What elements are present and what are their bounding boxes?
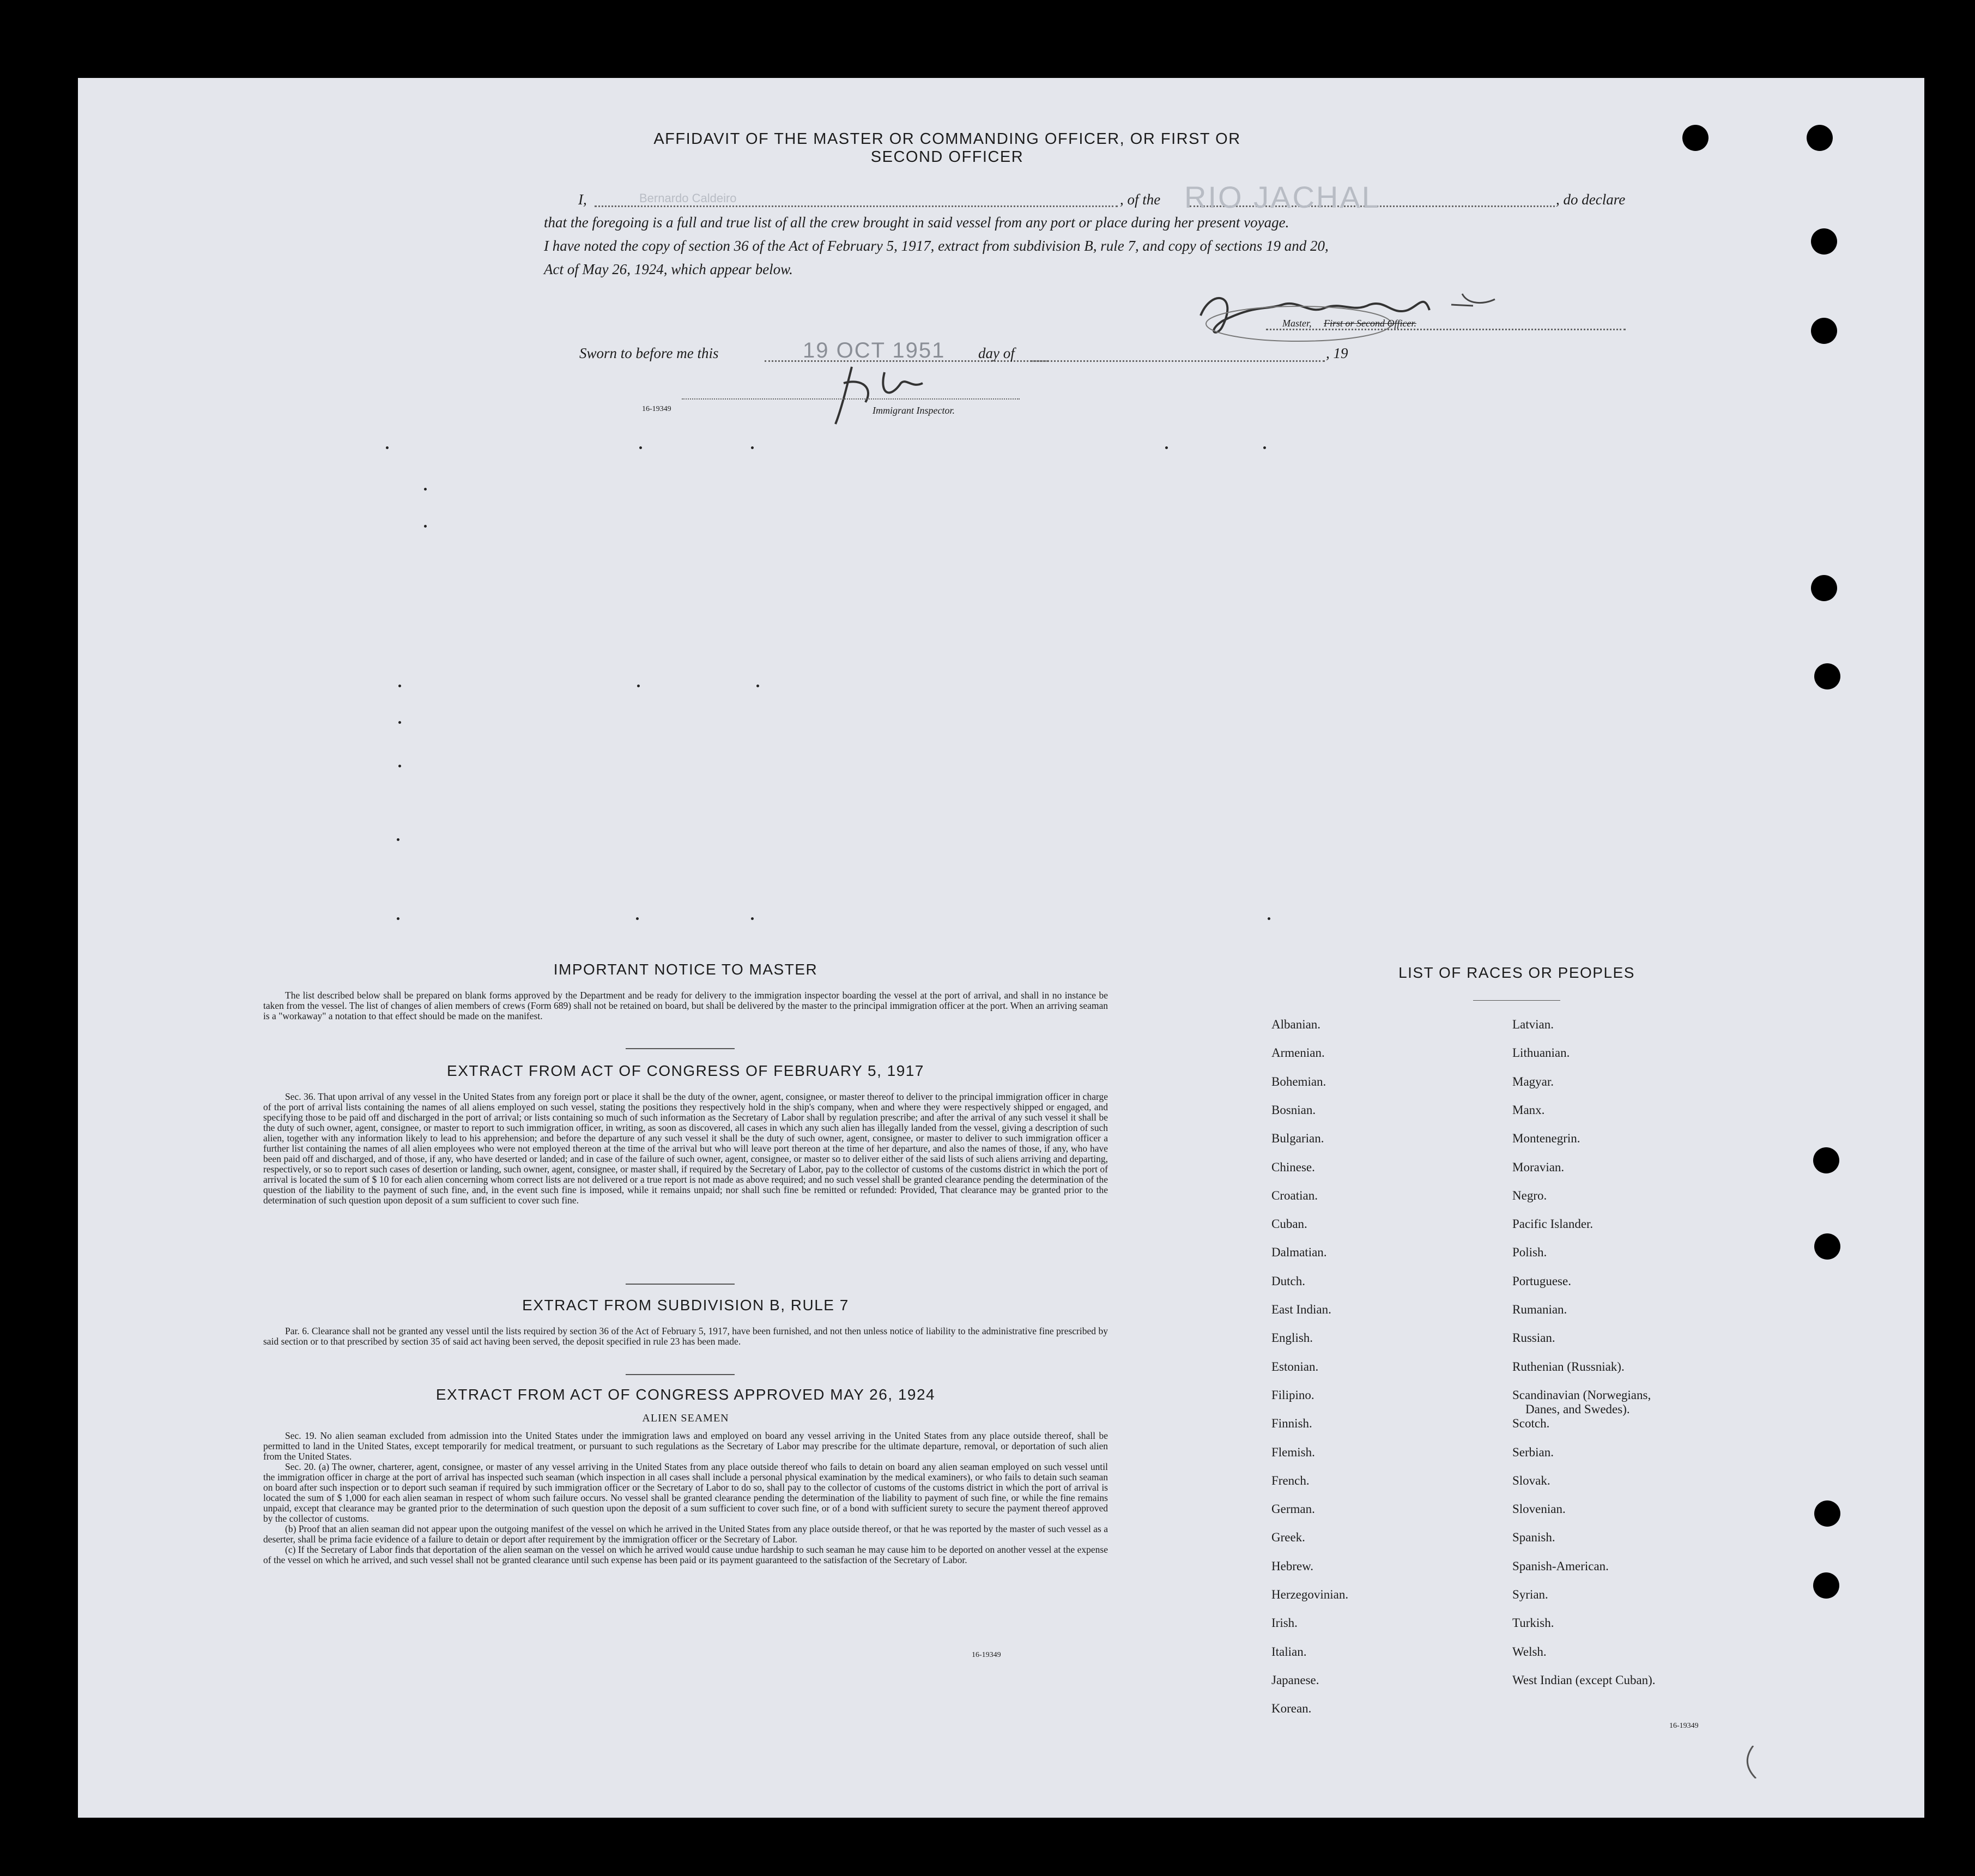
rule7-title: EXTRACT FROM SUBDIVISION B, RULE 7 (522, 1297, 849, 1314)
race-item: Turkish. (1512, 1616, 1554, 1630)
punch-hole (1813, 1572, 1839, 1599)
document-page (78, 78, 1924, 1818)
race-item: Serbian. (1512, 1445, 1554, 1459)
race-item: Magyar. (1512, 1074, 1554, 1088)
race-item: Slovenian. (1512, 1502, 1566, 1516)
race-item: Latvian. (1512, 1018, 1554, 1031)
section-19-paragraph: Sec. 19. No alien seaman excluded from admission into the United States under the immigration laws and employed on board any vessel arriving in the United States from any place outside thereof, shall be permitted to land in the United States, except temporarily for medical treatment, or pursuant to such regulations as the Secretary of Labor may prescribe for the ultimate departure, removal, or deportation of such alien from the United States. (263, 1430, 1108, 1462)
race-item: Italian. (1271, 1644, 1307, 1659)
punch-hole (1813, 1147, 1839, 1173)
race-item: French. (1271, 1473, 1310, 1487)
races-title: LIST OF RACES OR PEOPLES (1398, 964, 1635, 981)
master-label: Master, (1282, 318, 1312, 329)
race-item: Greek. (1271, 1530, 1305, 1545)
affidavit-title: AFFIDAVIT OF THE MASTER OR COMMANDING OFFICER, OR FIRST OR SECOND OFFICER (653, 130, 1241, 166)
column-mark (397, 917, 399, 920)
column-mark (398, 721, 401, 724)
affidavit-line1-start: I, (578, 191, 587, 208)
column-mark (1263, 446, 1266, 449)
race-item: Negro. (1512, 1188, 1547, 1202)
sworn-month-dotted-line (1031, 360, 1325, 362)
race-item: Polish. (1512, 1245, 1547, 1260)
race-item: English. (1271, 1331, 1313, 1345)
race-item: Hebrew. (1271, 1559, 1314, 1573)
date-stamp: 19 OCT 1951 (803, 338, 946, 362)
affidavit-line1-mid: , of the (1120, 191, 1161, 208)
race-item: Dalmatian. (1271, 1245, 1327, 1260)
punch-hole (1807, 125, 1833, 151)
race-item: Korean. (1271, 1702, 1312, 1716)
affidavit-line3: I have noted the copy of section 36 of the Act of February 5, 1917, extract from subdivision B, rule 7, and copy of sections 19 and 20, (544, 238, 1329, 254)
inspector-signature-line (682, 398, 1020, 400)
affidavit-line1-end: , do declare (1556, 191, 1626, 208)
notice-paragraph: The list described below shall be prepared on blank forms approved by the Department and be ready for delivery to the immigration inspector boarding the vessel at the port of arrival, and shall in no instance be taken from the vessel. The list of changes of alien members of crews (Form 689) shall not be retained on board, but shall be delivered by the master to the principal immigration officer at the port. When an arriving seaman is a "workaway" a notation to that effect should be made on the manifest. (263, 990, 1108, 1021)
race-item: Ruthenian (Russniak). (1512, 1359, 1625, 1373)
race-item: Chinese. (1271, 1160, 1315, 1174)
race-item: Finnish. (1271, 1417, 1312, 1431)
race-item: Rumanian. (1512, 1303, 1567, 1316)
column-mark (637, 685, 640, 687)
column-mark (424, 525, 427, 528)
column-mark (1268, 917, 1270, 920)
column-mark (398, 685, 401, 687)
column-mark (398, 765, 401, 767)
race-item: Estonian. (1271, 1359, 1319, 1373)
master-signature-line (1266, 329, 1626, 330)
punch-hole (1682, 125, 1709, 151)
race-item: Slovak. (1512, 1473, 1550, 1487)
extract-1917-title: EXTRACT FROM ACT OF CONGRESS OF FEBRUARY 5, 1917 (447, 1062, 924, 1079)
race-item: Lithuanian. (1512, 1046, 1570, 1060)
sworn-year-prefix: , 19 (1326, 345, 1348, 361)
extract-1924-text (263, 1431, 1108, 1565)
name-dotted-line (595, 205, 1118, 207)
extract-form-number: 16-19349 (972, 1651, 1001, 1659)
race-item: West Indian (except Cuban). (1512, 1673, 1656, 1687)
section-divider (626, 1284, 735, 1285)
section-20a-paragraph: Sec. 20. (a) The owner, charterer, agent, consignee, or master of any vessel arriving in the United States from any place outside thereof who fails to detain on board any alien seaman employed on such vessel until the immigration officer in charge at the port of arrival has inspected such seaman (which inspection in all cases shall include a personal physical examination by the medical examiners), or who fails to detain such seaman on board after such inspection or to deport such seaman if required by such immigration officer or the Secretary of Labor to do so, shall pay to the collector of customs of the customs district in which the port of arrival is located the sum of $ 1,000 for each alien seaman in respect of whom such failure occurs. No vessel shall be granted clearance pending the determination of the liability to payment of such fine, or while the fine remains unpaid, except that clearance may be granted prior to the determination of such question upon the deposit of a sum sufficient to cover such fine, or of a bond with sufficient surety to secure the payment thereof approved by the collector of customs. (263, 1461, 1108, 1524)
race-item: Syrian. (1512, 1588, 1548, 1601)
race-item: Cuban. (1271, 1217, 1307, 1231)
race-item: Pacific Islander. (1512, 1217, 1594, 1231)
race-item: Spanish. (1512, 1530, 1555, 1545)
race-item: Danes, and Swedes). (1525, 1402, 1630, 1416)
race-item: Spanish-American. (1512, 1559, 1609, 1573)
affidavit-form-number: 16-19349 (642, 405, 671, 413)
race-item: Flemish. (1271, 1445, 1315, 1459)
punch-hole (1811, 228, 1837, 255)
affidavit-line4: Act of May 26, 1924, which appear below. (544, 261, 793, 277)
race-item: Montenegrin. (1512, 1131, 1580, 1146)
inspector-label: Immigrant Inspector. (873, 405, 955, 416)
race-item: Welsh. (1512, 1644, 1547, 1659)
race-item: Herzegovinian. (1271, 1588, 1349, 1601)
race-item: Manx. (1512, 1103, 1545, 1117)
race-item: Russian. (1512, 1331, 1555, 1345)
race-item: Portuguese. (1512, 1274, 1571, 1288)
punch-hole (1814, 663, 1840, 689)
punch-hole (1811, 575, 1837, 601)
column-mark (1165, 446, 1168, 449)
races-form-number: 16-19349 (1669, 1722, 1699, 1730)
punch-hole (1814, 1233, 1840, 1260)
punch-hole (1811, 318, 1837, 344)
race-item: Scotch. (1512, 1417, 1550, 1431)
column-mark (424, 488, 427, 491)
race-item: Bohemian. (1271, 1074, 1326, 1088)
race-item: Irish. (1271, 1616, 1298, 1630)
affidavit-line2: that the foregoing is a full and true list of all the crew brought in said vessel from any port or place during her present voyage. (544, 214, 1289, 231)
rule7-text (263, 1326, 1108, 1347)
section-divider (626, 1374, 735, 1375)
sworn-day-of: day of (978, 345, 1015, 361)
notice-text (263, 990, 1108, 1021)
race-item: Bosnian. (1271, 1103, 1316, 1117)
column-mark (751, 446, 754, 449)
extract-1917-paragraph: Sec. 36. That upon arrival of any vessel in the United States from any foreign port or place it shall be the duty of the owner, agent, consignee, or master thereof to deliver to the principal immigration officer in charge of the port of arrival lists containing the names of all aliens employed on such vessel, stating the positions they respectively hold in the ship's company, when and where they were respectively shipped or engaged, and specifying those to be paid off and discharged in the port of arrival; or lists containing so much of such information as the Secretary of Labor shall by regulation prescribe; and after the arrival of any such vessel it shall be the duty of such owner, agent, consignee, or master to report to such immigration officer, in writing, as soon as discovered, all cases in which any such alien has illegally landed from the vessel, giving a description of such alien, together with any information likely to lead to his apprehension; and before the departure of any such vessel it shall be the duty of such owner, agent, consignee, or master to deliver to such immigration officer a further list containing the names of all alien employees who were not employed thereon at the time of the arrival but who will leave port thereon at the time of her departure, and also the names of those, if any, who have been paid off and discharged, and of those, if any, who have deserted or landed; and in case of the failure of such owner, agent, consignee, or master so to deliver either of the said lists of such aliens arriving and departing, respectively, or so to report such cases of desertion or landing, such owner, agent, consignee, or master shall, if required by the Secretary of Labor, pay to the collector of customs of the customs district in which the port of arrival is located the sum of $ 10 for each alien concerning whom correct lists are not delivered or a true report is not made as above required; and no such vessel shall be granted clearance pending the determination of the question of the liability to the payment of such fine, and, in the event such fine is imposed, while it remains unpaid; nor shall such fine be remitted or refunded: Provided, That clearance may be granted prior to the determination of such question upon deposit of a sum sufficient to cover such fine. (263, 1091, 1108, 1206)
punch-hole (1814, 1500, 1840, 1527)
rule7-paragraph: Par. 6. Clearance shall not be granted any vessel until the lists required by section 36 of the Act of February 5, 1917, have been furnished, and not then unless notice of liability to the administrative fine prescribed by said section or to that prescribed by section 35 of said act having been served, the deposit specified in rule 23 has been made. (263, 1326, 1108, 1347)
sworn-text: Sworn to before me this (579, 345, 719, 361)
column-mark (386, 446, 389, 449)
race-item: Dutch. (1271, 1274, 1305, 1288)
extract-1917-text (263, 1092, 1108, 1206)
section-divider (626, 1048, 735, 1049)
race-item: Bulgarian. (1271, 1131, 1324, 1146)
officer-label-struck: First or Second Officer. (1324, 318, 1416, 329)
master-signature (1190, 272, 1582, 348)
column-mark (751, 917, 754, 920)
race-item: Japanese. (1271, 1673, 1319, 1687)
column-mark (397, 838, 399, 841)
corner-mark (1742, 1746, 1759, 1778)
race-item: Armenian. (1271, 1046, 1325, 1060)
race-item: Croatian. (1271, 1188, 1318, 1202)
notice-title: IMPORTANT NOTICE TO MASTER (553, 961, 818, 978)
race-item: Moravian. (1512, 1160, 1565, 1174)
extract-1924-title: EXTRACT FROM ACT OF CONGRESS APPROVED MAY 26, 1924 (435, 1386, 936, 1403)
race-item: Scandinavian (Norwegians, (1512, 1388, 1651, 1402)
name-field: Bernardo Caldeiro (639, 191, 737, 205)
race-item: Filipino. (1271, 1388, 1314, 1402)
race-item: Albanian. (1271, 1018, 1321, 1031)
race-item: German. (1271, 1502, 1315, 1516)
inspector-signature (814, 361, 977, 427)
section-20c-paragraph: (c) If the Secretary of Labor finds that deportation of the alien seaman on the vessel on which he arrived would cause undue hardship to such seaman he may cause him to be deported on another vessel at the expense of the vessel on which he arrived, and such vessel shall not be granted clearance until such expense has been paid or its payment guaranteed to the satisfaction of the Secretary of Labor. (263, 1544, 1108, 1565)
section-20b-paragraph: (b) Proof that an alien seaman did not appear upon the outgoing manifest of the vessel on which he arrived in the United States from any place outside thereof, or that he was reported by the master of such vessel as a deserter, shall be prima facie evidence of a failure to detain or deport after requirement by the immigration officer or the Secretary of Labor. (263, 1523, 1108, 1545)
column-mark (639, 446, 642, 449)
race-item: East Indian. (1271, 1303, 1331, 1316)
vessel-name-stamp: RIO JACHAL (1184, 180, 1380, 214)
column-mark (636, 917, 639, 920)
extract-1924-subtitle: ALIEN SEAMEN (642, 1412, 729, 1424)
races-divider (1473, 1000, 1560, 1001)
column-mark (756, 685, 759, 687)
